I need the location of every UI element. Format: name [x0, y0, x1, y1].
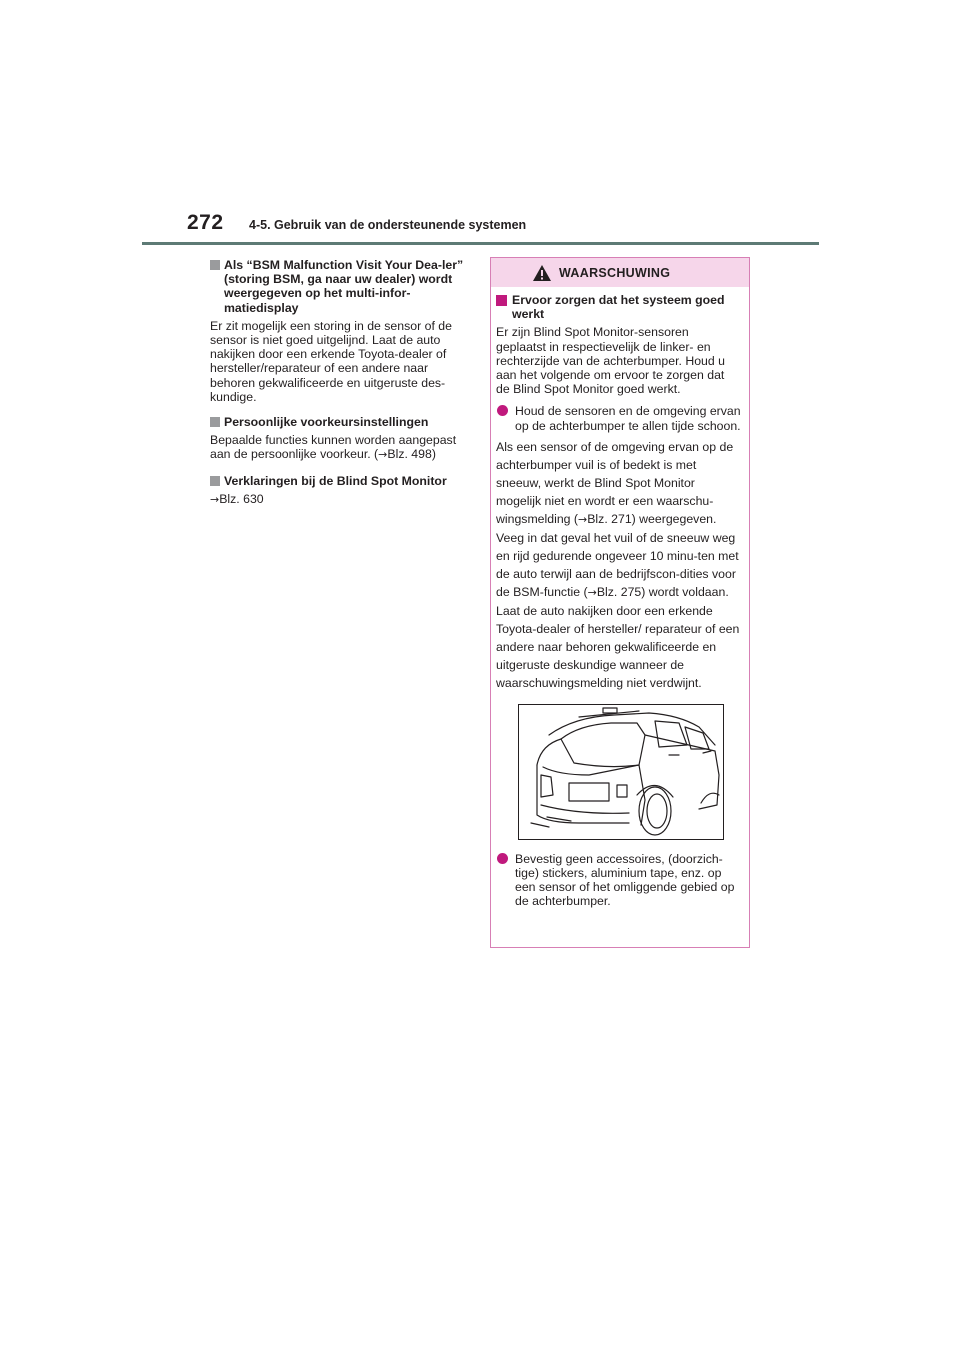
paragraph-bsm-malfunction: Er zit mogelijk een storing in de sensor of de sensor is niet goed uitgelijnd. Laat de auto nakijken door een erkende Toyota-dealer of hersteller/reparateur of een andere naar behoren gekwalificeerde en uitgeruste des-kundige. [210, 318, 452, 404]
arrow-icon: → [210, 492, 220, 506]
warning-body [491, 287, 749, 909]
arrow-icon: → [587, 585, 597, 599]
warning-intro: Er zijn Blind Spot Monitor-sensoren geplaatst in respectievelijk de linker- en rechterzijde van de achterbumper. Houd u aan het volgende om ervoor te zorgen dat de Blind Spot Monitor goed werkt. [496, 325, 725, 397]
square-bullet-icon [496, 295, 507, 306]
page-reference-link[interactable]: Blz. 498) [387, 447, 436, 462]
square-bullet-icon [210, 260, 220, 270]
car-rear-drawing [519, 705, 723, 839]
square-bullet-icon [210, 476, 220, 486]
bullet-item [496, 852, 741, 909]
warning-header [491, 258, 749, 287]
bullet-text: Bevestig geen accessoires, (doorzich-tige) stickers, aluminium tape, enz. op een sensor of het omliggende gebied op de achterbumper. [515, 851, 735, 909]
round-bullet-icon [497, 853, 508, 864]
warning-heading [496, 293, 741, 321]
car-rear-illustration [518, 704, 724, 840]
page-reference-link[interactable]: Blz. 271) weergegeven. Veeg in dat geval het vuil of de sneeuw weg en rijd gedurende ongeveer 10 minu-ten met de auto terwijl aan de bedrijfscon-dities voor de BSM-functie ( [496, 511, 739, 599]
heading-personal-settings [210, 415, 468, 429]
square-bullet-icon [210, 417, 220, 427]
paragraph-personal-settings: Bepaalde functies kunnen worden aangepast aan de persoonlijke voorkeur. (→Blz. 498) [210, 433, 457, 462]
heading-explanations [210, 474, 468, 488]
round-bullet-icon [497, 405, 508, 416]
header-divider [142, 242, 819, 245]
page-reference-link[interactable]: Blz. 275) wordt voldaan. Laat de auto nakijken door een erkende Toyota-dealer of hersteller/ reparateur of een andere naar behoren gekwalificeerde en uitgeruste deskundige wanneer de waarschuwingsmelding niet verdwijnt. [496, 584, 740, 690]
warning-paragraph: Als een sensor of de omgeving ervan op de achterbumper vuil is of bedekt is met sneeuw, werkt de Blind Spot Monitor mogelijk niet en wordt er een waarschu-wingsmelding (→Blz. 271) weergegeven. Veeg in dat geval het vuil of de sneeuw weg en rijd gedurende ongeveer 10 minu-ten met de auto terwijl aan de bedrijfscon-dities voor de BSM-functie (→Blz. 275) wordt voldaan. Laat de auto nakijken door een erkende Toyota-dealer of hersteller/ reparateur of een andere naar behoren gekwalificeerde en uitgeruste deskundige wanneer de waarschuwingsmelding niet verdwijnt. [496, 439, 740, 690]
heading-text: Als “BSM Malfunction Visit Your Dea-ler” (storing BSM, ga naar uw dealer) wordt weergegeven op het multi-infor-matiedisplay [224, 258, 464, 315]
arrow-icon: → [578, 512, 588, 526]
heading-text: Verklaringen bij de Blind Spot Monitor [224, 473, 447, 488]
warning-heading-text: Ervoor zorgen dat het systeem goed werkt [512, 293, 725, 322]
heading-bsm-malfunction [210, 258, 468, 315]
heading-text: Persoonlijke voorkeursinstellingen [224, 415, 429, 430]
warning-box [490, 257, 750, 948]
paragraph-explanations [210, 492, 468, 507]
page-reference-link[interactable]: Blz. 630 [219, 491, 264, 506]
bullet-item [496, 404, 741, 432]
arrow-icon: → [378, 448, 388, 462]
bullet-text: Houd de sensoren en de omgeving ervan op de achterbumper te allen tijde schoon. [515, 404, 741, 433]
section-title: 4-5. Gebruik van de ondersteunende systemen [249, 218, 527, 232]
page-number: 272 [187, 211, 224, 234]
warning-title: WAARSCHUWING [559, 266, 671, 280]
left-column [210, 258, 468, 518]
warning-triangle-icon [532, 264, 552, 282]
